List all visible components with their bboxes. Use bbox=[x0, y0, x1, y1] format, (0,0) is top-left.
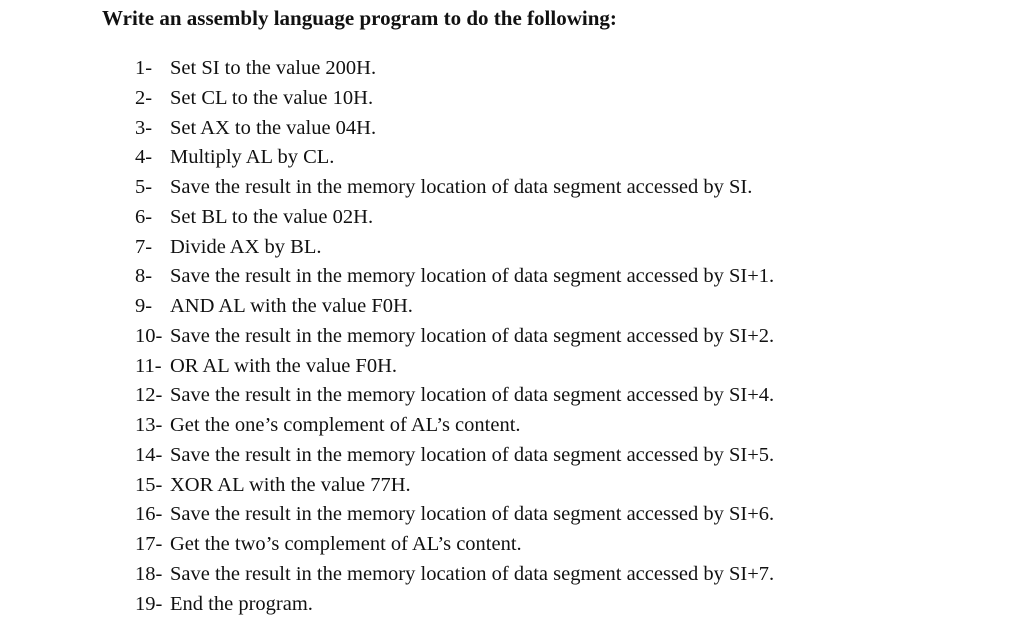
list-item bbox=[135, 441, 774, 471]
list-item bbox=[135, 262, 774, 292]
step-number: 16- bbox=[135, 503, 163, 526]
step-number: 12- bbox=[135, 384, 163, 407]
step-number: 10- bbox=[135, 324, 163, 347]
step-text: Divide AX by BL. bbox=[170, 235, 322, 258]
step-text: OR AL with the value F0H. bbox=[170, 354, 398, 377]
step-number: 13- bbox=[135, 414, 163, 436]
list-item bbox=[135, 530, 774, 560]
step-text: Set AX to the value 04H. bbox=[170, 116, 377, 139]
step-number: 2- bbox=[135, 86, 153, 109]
step-number: 3- bbox=[135, 116, 153, 139]
list-item bbox=[135, 322, 774, 352]
list-item bbox=[135, 143, 774, 173]
step-number: 14- bbox=[135, 443, 163, 466]
list-item bbox=[135, 500, 774, 530]
step-text: Save the result in the memory location of data segment accessed by SI+2. bbox=[170, 324, 775, 347]
list-item bbox=[135, 471, 774, 501]
list-item bbox=[135, 411, 774, 441]
step-text: XOR AL with the value 77H. bbox=[170, 473, 411, 496]
step-number: 17- bbox=[135, 533, 163, 555]
step-number: 7- bbox=[135, 235, 153, 258]
list-item bbox=[135, 173, 774, 203]
step-text: Set SI to the value 200H. bbox=[170, 57, 377, 79]
list-item bbox=[135, 233, 774, 263]
document-heading: Write an assembly language program to do the following: bbox=[102, 6, 617, 30]
step-text: Set BL to the value 02H. bbox=[170, 205, 374, 228]
list-item bbox=[135, 590, 774, 620]
step-number: 11- bbox=[135, 354, 162, 377]
step-text: Save the result in the memory location of data segment accessed by SI+6. bbox=[170, 503, 775, 526]
step-number: 18- bbox=[135, 562, 163, 585]
step-text: End the program. bbox=[170, 592, 313, 615]
step-number: 4- bbox=[135, 146, 153, 169]
list-item bbox=[135, 560, 774, 590]
list-item bbox=[135, 352, 774, 382]
step-number: 15- bbox=[135, 473, 163, 496]
step-number: 6- bbox=[135, 205, 153, 228]
step-number: 1- bbox=[135, 57, 153, 79]
step-text: AND AL with the value F0H. bbox=[170, 295, 413, 317]
step-number: 8- bbox=[135, 265, 153, 288]
step-text: Get the one’s complement of AL’s content. bbox=[170, 414, 521, 436]
step-number: 5- bbox=[135, 176, 153, 198]
list-item bbox=[135, 84, 774, 114]
steps-list bbox=[135, 54, 774, 619]
step-text: Save the result in the memory location of data segment accessed by SI+7. bbox=[170, 562, 775, 585]
list-item bbox=[135, 381, 774, 411]
step-text: Save the result in the memory location of data segment accessed by SI+1. bbox=[170, 265, 775, 288]
list-item bbox=[135, 54, 774, 84]
step-text: Save the result in the memory location of data segment accessed by SI+5. bbox=[170, 443, 775, 466]
step-text: Get the two’s complement of AL’s content. bbox=[170, 533, 522, 555]
step-number: 19- bbox=[135, 592, 163, 615]
step-text: Multiply AL by CL. bbox=[170, 146, 335, 169]
step-text: Save the result in the memory location of data segment accessed by SI+4. bbox=[170, 384, 775, 407]
step-number: 9- bbox=[135, 295, 153, 317]
list-item bbox=[135, 114, 774, 144]
step-text: Set CL to the value 10H. bbox=[170, 86, 374, 109]
list-item bbox=[135, 292, 774, 322]
list-item bbox=[135, 203, 774, 233]
step-text: Save the result in the memory location of data segment accessed by SI. bbox=[170, 176, 753, 198]
